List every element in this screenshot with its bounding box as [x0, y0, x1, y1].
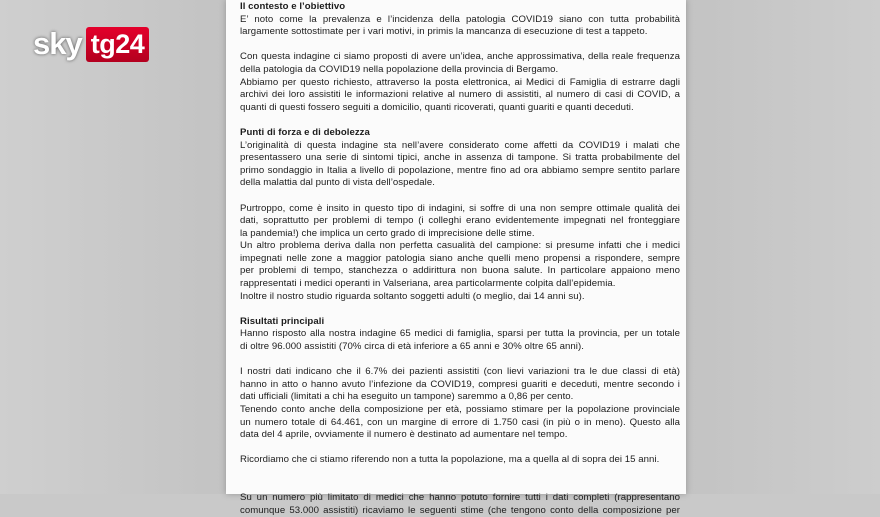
- sky-tg24-logo: [33, 26, 159, 62]
- text-line: primo sondaggio in Italia a livello di popolazione, mentre fino ad ora abbiamo sempre sentito parlare: [240, 164, 680, 176]
- paragraph-gap: [240, 190, 680, 203]
- text-line: Con questa indagine ci siamo proposti di avere un’idea, anche approssimativa, della reale frequenza: [240, 51, 680, 63]
- text-line: Abbiamo per questo richiesto, attraverso la posta elettronica, ai Medici di Famiglia di estrarre dagli: [240, 76, 680, 88]
- text-line: Hanno risposto alla nostra indagine 65 medici di famiglia, sparsi per tutta la provincia, per un totale: [240, 328, 680, 340]
- text-line: dati, soprattutto per problemi di tempo (i colleghi erano evidentemente impegnati nel fronteggiare: [240, 215, 680, 227]
- section-heading: Il contesto e l’obiettivo: [240, 1, 346, 12]
- text-line: comunque 53.000 assistiti) ricaviamo le seguenti stime (che tengono conto della composizione per: [240, 504, 680, 516]
- text-line: L’originalità di questa indagine sta nell’avere considerato come affetti da COVID19 i malati che: [240, 139, 680, 151]
- logo-tg24: tg24: [86, 27, 150, 62]
- text-line: I nostri dati indicano che il 6.7% dei pazienti assistiti (con lievi variazioni tra le due classi di età): [240, 366, 680, 378]
- text-line: hanno in atto o hanno avuto l’infezione da COVID19, compresi guariti e deceduti, mentre secondo i: [240, 378, 680, 390]
- text-line: E’ noto come la prevalenza e l’incidenza della patologia COVID19 siano con tutta probabilità: [240, 13, 680, 25]
- paragraph-gap: [240, 480, 680, 493]
- text-line: archivi dei loro assistiti le informazioni relative al numero di assistiti, al numero di casi di COVID, a: [240, 89, 680, 101]
- paragraph-gap: [240, 354, 680, 367]
- text-line: Un altro problema deriva dalla non perfetta casualità del campione: si presume infatti che i medici: [240, 240, 680, 252]
- text-line: data del 4 aprile, ovviamente il numero è destinato ad aumentare nel tempo.: [240, 429, 568, 441]
- text-line: Purtroppo, come è insito in questo tipo di indagini, si soffre di una non sempre ottimale qualità dei: [240, 202, 680, 214]
- logo-sky: sky: [33, 26, 82, 61]
- text-line: un numero totale di 64.461, con un margine di errore di 1.750 casi (in più o in meno). Questo alla: [240, 416, 680, 428]
- paragraph-gap: [240, 39, 680, 52]
- paragraph-gap: [240, 467, 680, 480]
- text-line: quanti di questi fossero seguiti a domicilio, quanti ricoverati, quanti guariti e quanti deceduti.: [240, 101, 634, 113]
- section-heading: Risultati principali: [240, 315, 325, 327]
- text-line: presentassero una serie di sintomi tipici, anche in assenza di tampone. Si tratta probabilmente del: [240, 152, 680, 164]
- document-text: [240, 1, 680, 517]
- text-line: Su un numero più limitato di medici che hanno potuto fornire tutti i dati completi (rappresentano: [240, 492, 680, 504]
- background-left: [0, 0, 226, 494]
- text-line: Ricordiamo che ci stiamo riferendo non a tutta la popolazione, ma a quella al di sopra dei 15 anni.: [240, 454, 660, 466]
- text-line: di oltre 96.000 assistiti (70% circa di età inferiore a 65 anni e 30% oltre 65 anni).: [240, 341, 584, 353]
- text-line: impegnati nelle zone a maggior patologia siano anche quelli meno propensi a rispondere, sempre: [240, 252, 680, 264]
- text-line: Tenendo conto anche della composizione per età, possiamo stimare per la popolazione provinciale: [240, 404, 680, 415]
- text-line: Inoltre il nostro studio riguarda soltanto soggetti adulti (o meglio, dai 14 anni su).: [240, 290, 585, 302]
- text-line: dati ufficiali (limitati a chi ha eseguito un tampone) saremmo a 0,86 per cento.: [240, 391, 574, 403]
- text-line: per problemi di tempo, stanchezza o addirittura non buona salute. In particolare appaiono meno: [240, 265, 680, 277]
- section-heading: Punti di forza e di debolezza: [240, 126, 370, 138]
- document-page: [226, 0, 686, 516]
- paragraph-gap: [240, 442, 680, 455]
- text-line: la pandemia!) che implica un certo grado di imprecisione delle stime.: [240, 227, 535, 239]
- text-line: della malattia dal punto di vista dell’ospedale.: [240, 177, 435, 189]
- paragraph-gap: [240, 303, 680, 316]
- background-right: [686, 0, 880, 494]
- text-line: largamente sottostimate per i vari motivi, in primis la mancanza di esecuzione di test a tappeto.: [240, 26, 648, 38]
- paragraph-gap: [240, 114, 680, 127]
- text-line: rappresentati i medici operanti in Valseriana, area particolarmente colpita dall’epidemia.: [240, 278, 616, 290]
- text-line: della patologia da COVID19 nella popolazione della provincia di Bergamo.: [240, 63, 559, 75]
